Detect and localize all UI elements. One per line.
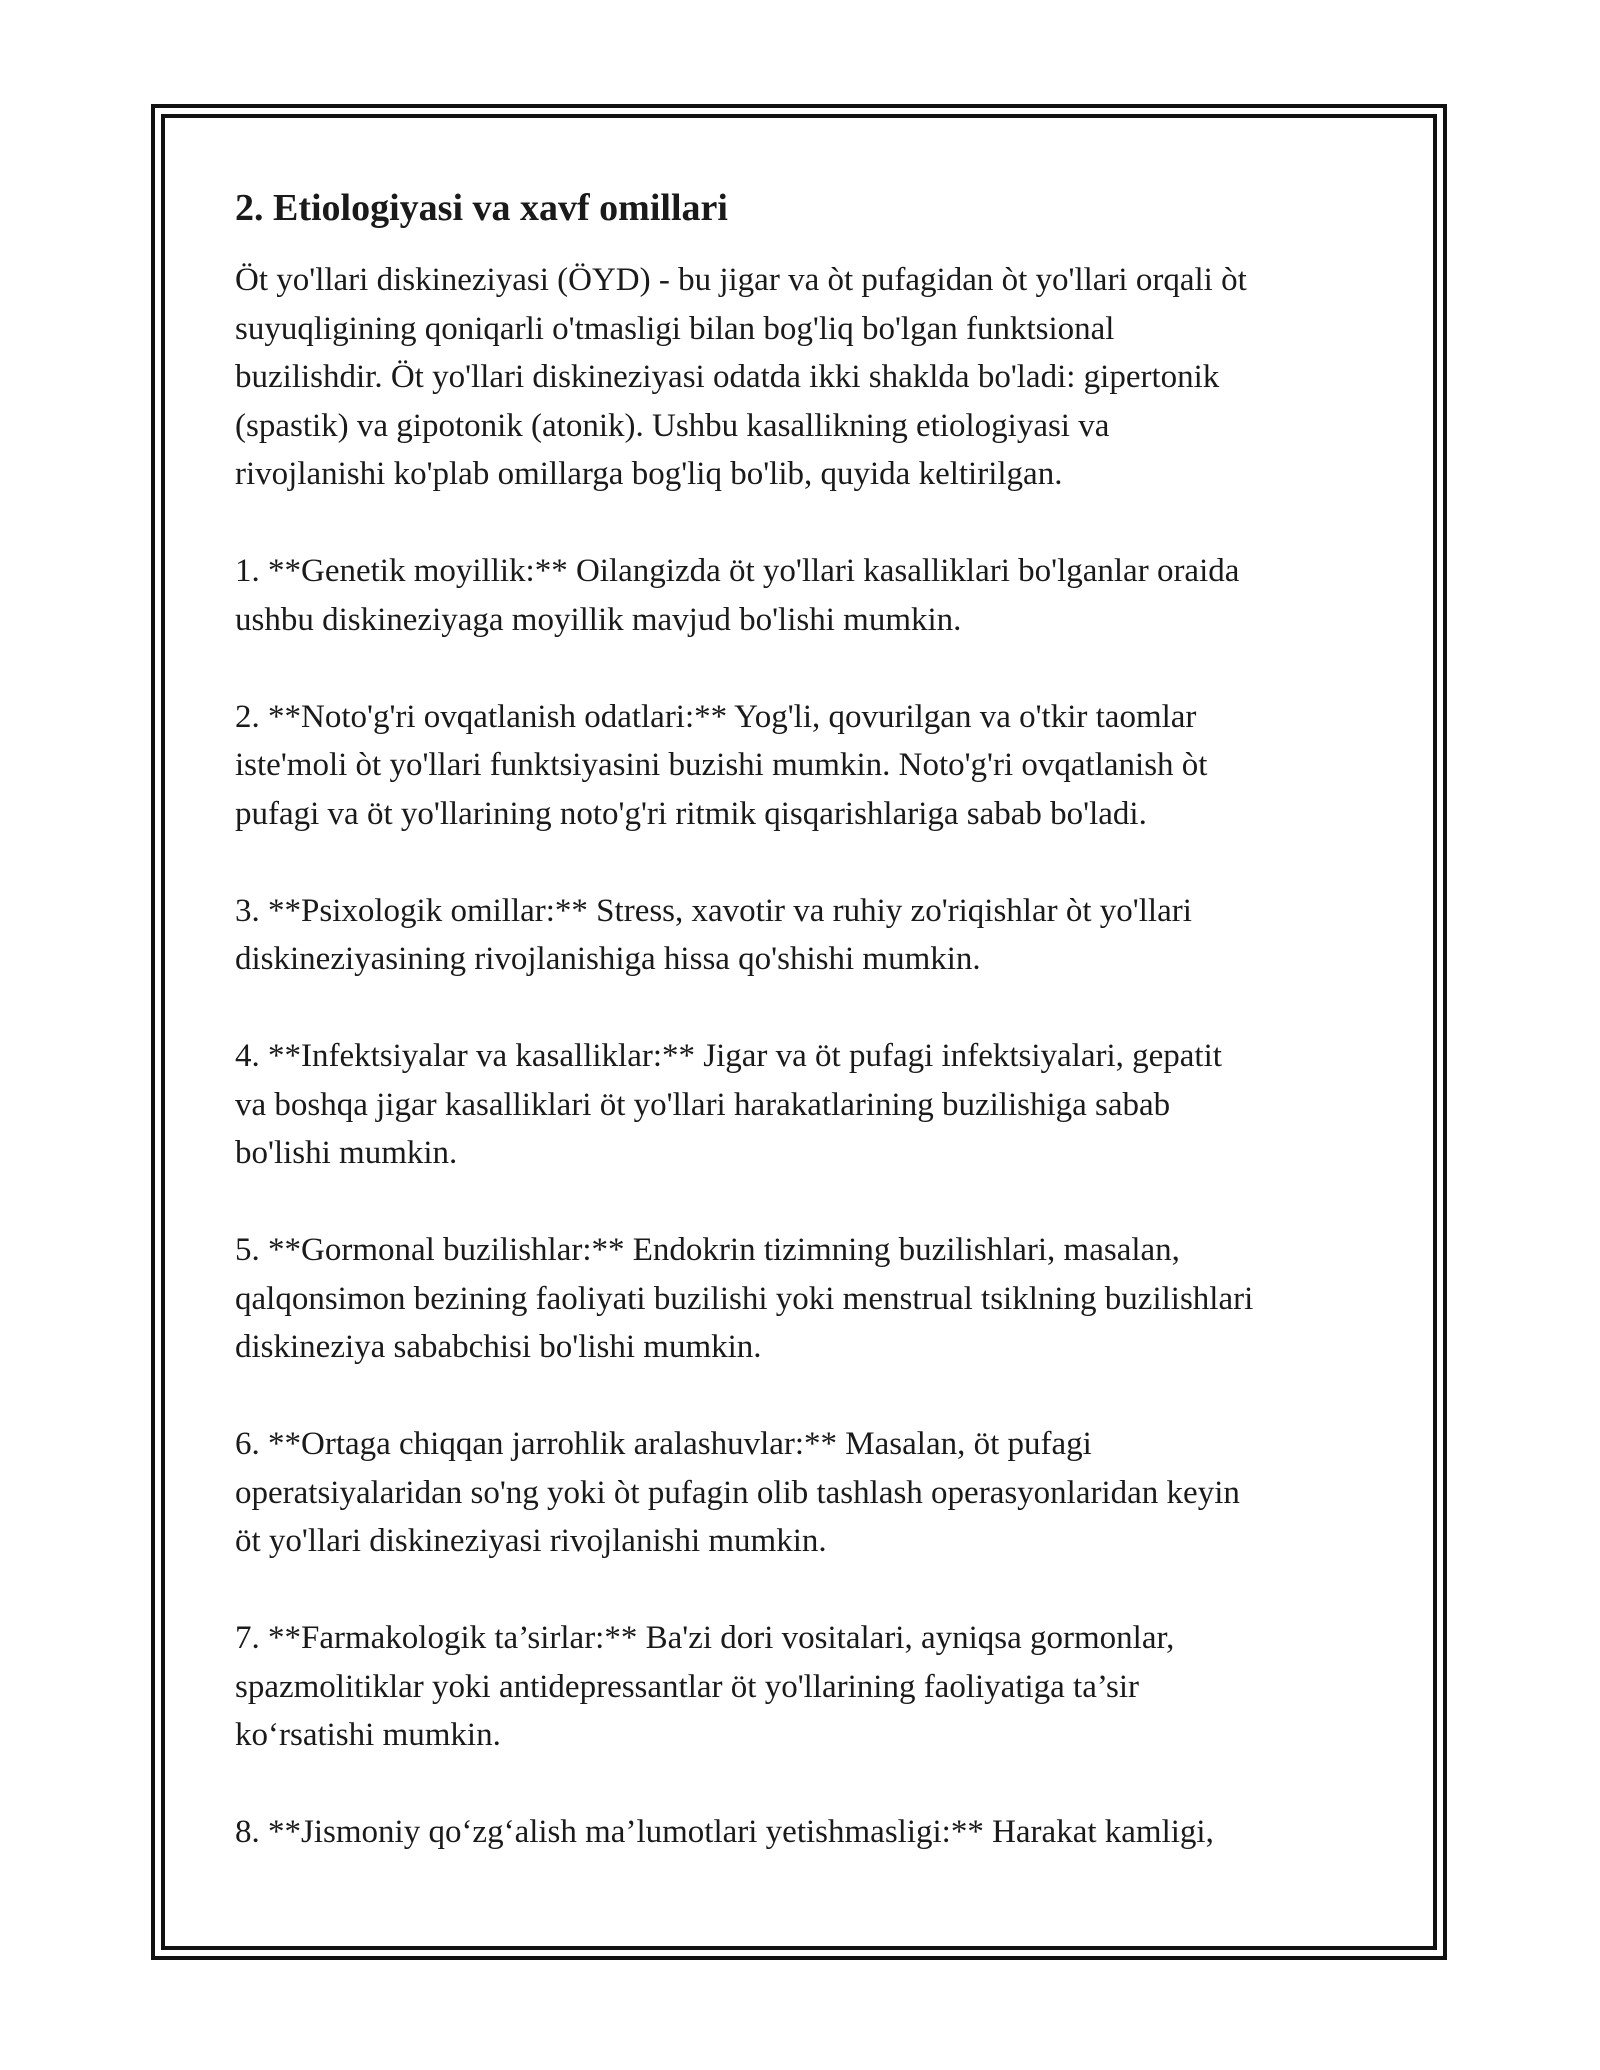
- text-line: va boshqa jigar kasalliklari öt yo'llari harakatlarining buzilishiga sabab: [235, 1086, 1171, 1123]
- text-line: qalqonsimon bezining faoliyati buzilishi yoki menstrual tsiklning buzilishlari: [235, 1280, 1254, 1317]
- list-item: [235, 1808, 1385, 1857]
- text-line: buzilishdir. Öt yo'llari diskineziyasi odatda ikki shaklda bo'ladi: gipertonik: [235, 359, 1220, 395]
- text-line: 2. **Noto'g'ri ovqatlanish odatlari:** Yog'li, qovurilgan va o'tkir taomlar: [235, 698, 1197, 735]
- text-line: iste'moli òt yo'llari funktsiyasini buzishi mumkin. Noto'g'ri ovqatlanish òt: [235, 747, 1208, 783]
- text-line: rivojlanishi ko'plab omillarga bog'liq bo'lib, quyida keltirilgan.: [235, 456, 1063, 492]
- text-line: 7. **Farmakologik ta’sirlar:** Ba'zi dori vositalari, ayniqsa gormonlar,: [235, 1620, 1175, 1656]
- document-body: [235, 184, 1385, 1905]
- list-item: [235, 887, 1385, 984]
- text-line: (spastik) va gipotonik (atonik). Ushbu kasallikning etiologiyasi va: [235, 407, 1110, 444]
- text-line: 3. **Psixologik omillar:** Stress, xavotir va ruhiy zo'riqishlar òt yo'llari: [235, 892, 1192, 929]
- text-line: pufagi va öt yo'llarining noto'g'ri ritmik qisqarishlariga sabab bo'ladi.: [235, 795, 1147, 832]
- text-line: 1. **Genetik moyillik:** Oilangizda öt yo'llari kasalliklari bo'lganlar oraida: [235, 553, 1240, 589]
- text-line: ushbu diskineziyaga moyillik mavjud bo'lishi mumkin.: [235, 601, 962, 638]
- text-line: operatsiyalaridan so'ng yoki òt pufagin olib tashlash operasyonlaridan keyin: [235, 1474, 1240, 1511]
- text-line: 6. **Ortaga chiqqan jarrohlik aralashuvlar:** Masalan, öt pufagi: [235, 1426, 1092, 1462]
- section-heading: 2. Etiologiyasi va xavf omillari: [235, 187, 728, 229]
- text-line: 4. **Infektsiyalar va kasalliklar:** Jigar va öt pufagi infektsiyalari, gepatit: [235, 1038, 1222, 1074]
- text-line: suyuqligining qoniqarli o'tmasligi bilan bog'liq bo'lgan funktsional: [235, 310, 1115, 347]
- text-line: diskineziyasining rivojlanishiga hissa qo'shishi mumkin.: [235, 941, 981, 977]
- list-item: [235, 547, 1385, 644]
- text-line: 5. **Gormonal buzilishlar:** Endokrin tizimning buzilishlari, masalan,: [235, 1232, 1180, 1268]
- list-item: [235, 693, 1385, 839]
- list-item: [235, 1226, 1385, 1372]
- list-item: [235, 1614, 1385, 1760]
- text-line: ko‘rsatishi mumkin.: [235, 1717, 501, 1753]
- text-line: öt yo'llari diskineziyasi rivojlanishi mumkin.: [235, 1523, 827, 1559]
- text-line: 8. **Jismoniy qo‘zg‘alish ma’lumotlari yetishmasligi:** Harakat kamligi,: [235, 1814, 1214, 1850]
- text-line: Öt yo'llari diskineziyasi (ÖYD) - bu jigar va òt pufagidan òt yo'llari orqali òt: [235, 262, 1247, 298]
- list-item: [235, 1032, 1385, 1178]
- risk-factor-list: [235, 547, 1385, 1857]
- text-line: bo'lishi mumkin.: [235, 1135, 458, 1171]
- text-line: spazmolitiklar yoki antidepressantlar öt yo'llarining faoliyatiga ta’sir: [235, 1668, 1140, 1705]
- text-line: diskineziya sababchisi bo'lishi mumkin.: [235, 1329, 762, 1365]
- intro-paragraph: [235, 256, 1385, 499]
- list-item: [235, 1420, 1385, 1566]
